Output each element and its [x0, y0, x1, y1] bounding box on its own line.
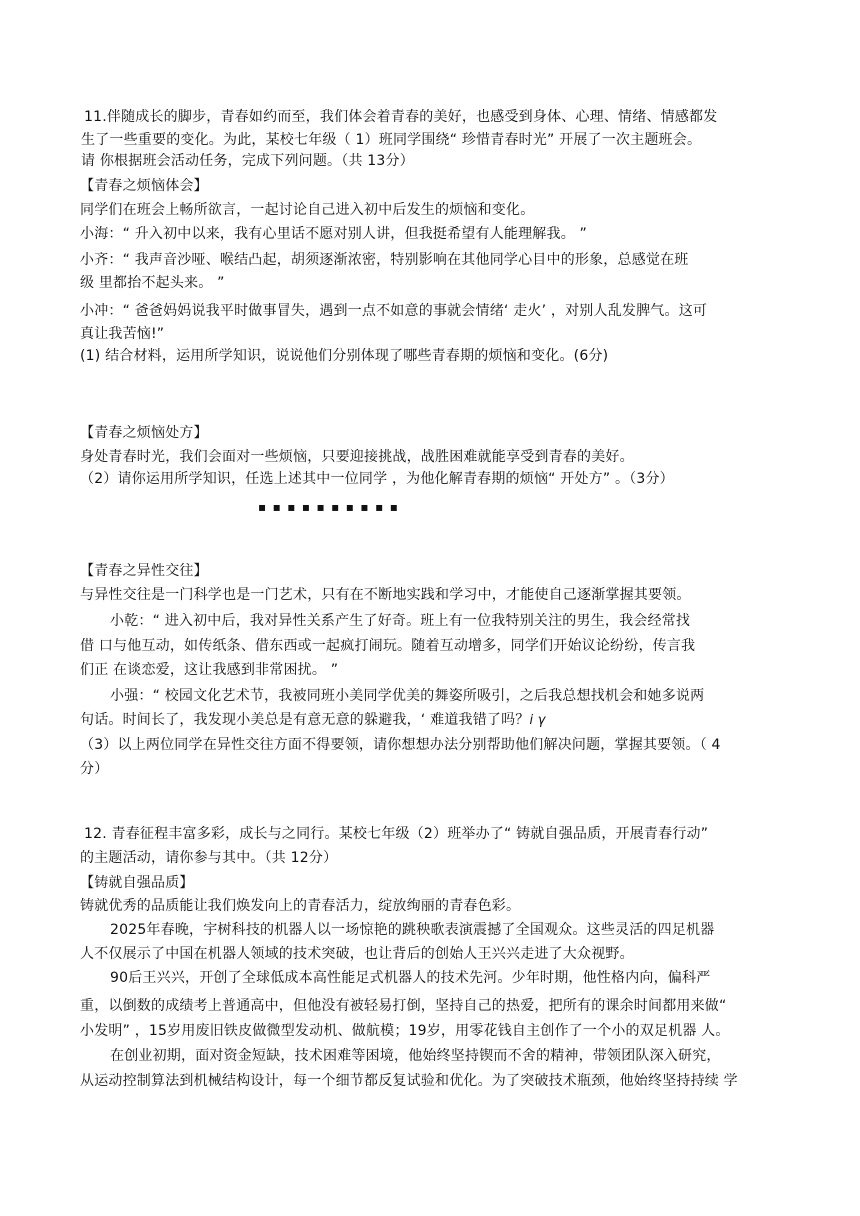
section-title-self-improvement: 【铸就自强品质】: [80, 875, 194, 891]
quote-xiaoqiang-line2: 句话。时间长了，我发现小美总是有意无意的躲避我，‘ 难道我错了吗？i γ: [80, 712, 546, 728]
quote-xiaochong-line1: 小冲：“ 爸爸妈妈说我平时做事冒失，遇到一点不如意的事就会情绪‘ 走火’ ，对别人乱发脾气。这可: [80, 303, 708, 319]
quote-xiaochong-line2: 真让我苦恼!”: [80, 326, 165, 342]
q12-intro-line1: 12. 青春征程丰富多彩，成长与之同行。某校七年级（2）班举办了“ 铸就自强品质，开展青春行动”: [84, 826, 709, 842]
q11-intro-line1: 11.伴随成长的脚步，青春如约而至，我们体会着青春的美好，也感受到身体、心理、情绪、情感都发: [84, 109, 718, 125]
question-11-3-line2: 分）: [80, 761, 109, 777]
paragraph-2-line3: 小发明” ，15岁用废旧铁皮做微型发动机、做航模；19岁，用零花钱自主创作了一个小的双足机器 人。: [80, 1023, 730, 1039]
paragraph-3-line1: 在创业初期，面对资金短缺，技术困难等困境，他始终坚持锲而不舍的精神，带领团队深入研究，: [110, 1048, 721, 1064]
quote-xiaoqi-line1: 小齐：“ 我声音沙哑、喉结凸起，胡须逐渐浓密，特别影响在其他同学心目中的形象，总感觉在班: [80, 252, 689, 268]
quote-xiaoqian-line1: 小乾：“ 进入初中后，我对异性关系产生了好奇。班上有一位我特别关注的男生，我会经常找: [110, 613, 691, 629]
quote-xiaohai: 小海：“ 升入初中以来，我有心里话不愿对别人讲，但我挺希望有人能理解我。 ”: [80, 226, 588, 242]
paragraph-2-line1: 90后王兴兴，开创了全球低成本高性能足式机器人的技术先河。少年时期，他性格内向，偏科严: [110, 970, 711, 986]
paragraph-2-line2: 重，以倒数的成绩考上普通高中，但他没有被轻易打倒，坚持自己的热爱，把所有的课余时间都用来做“: [80, 998, 727, 1014]
section-desc-troubles: 同学们在班会上畅所欲言，一起讨论自己进入初中后发生的烦恼和变化。: [80, 202, 535, 218]
question-11-3-line1: （3）以上两位同学在异性交往方面不得要领，请你想想办法分别帮助他们解决问题，掌握其要领。（ 4: [80, 737, 721, 753]
question-11-2: （2）请你运用所学知识，任选上述其中一位同学 ，为他化解青春期的烦恼“ 开处方” 。（3分）: [80, 471, 674, 487]
section-title-opposite-sex: 【青春之异性交往】: [80, 563, 208, 579]
section-desc-self-improvement: 铸就优秀的品质能让我们焕发向上的青春活力，绽放绚丽的青春色彩。: [80, 898, 521, 914]
section-desc-prescription: 身处青春时光，我们会面对一些烦恼，只要迎接挑战，战胜困难就能享受到青春的美好。: [80, 449, 634, 465]
quote-xiaoqi-line2: 级 里都抬不起头来。 ”: [80, 275, 225, 291]
paragraph-3-line2: 从运动控制算法到机械结构设计，每一个细节都反复试验和优化。为了突破技术瓶颈，他始终坚持持续 学: [80, 1073, 738, 1089]
paragraph-1-line2: 人不仅展示了中国在机器人领域的技术突破，也让背后的创始人王兴兴走进了大众视野。: [80, 946, 634, 962]
quote-xiaoqiang-line1: 小强：“ 校园文化艺术节，我被同班小美同学优美的舞姿所吸引，之后我总想找机会和她多说两: [110, 688, 705, 704]
q12-intro-line2: 的主题活动，请你参与其中。（共 12分）: [80, 850, 338, 866]
section-desc-opposite-sex: 与异性交往是一门科学也是一门艺术，只有在不断地实践和学习中，才能使自己逐渐掌握其要领。: [80, 587, 691, 603]
quote-xiaoqian-line3: 们正 在谈恋爱，这让我感到非常困扰。 ”: [80, 662, 339, 678]
q11-intro-line2: 生了一些重要的变化。为此，某校七年级（ 1）班同学围绕“ 珍惜青春时光” 开展了一次主题班会。: [81, 132, 702, 148]
stray-glyph: i γ: [529, 713, 546, 728]
q11-intro-line3: 请 你根据班会活动任务，完成下列问题。（共 13分）: [81, 153, 414, 169]
paragraph-1-line1: 2025年春晚，宇树科技的机器人以一场惊艳的跳秧歌表演震撼了全国观众。这些灵活的四足机器: [110, 922, 715, 938]
emphasis-dots: ▪▪▪▪▪▪▪▪▪▪: [258, 500, 405, 514]
section-title-prescription: 【青春之烦恼处方】: [80, 425, 208, 441]
question-11-1: (1) 结合材料，运用所学知识，说说他们分别体现了哪些青春期的烦恼和变化。(6分): [80, 348, 609, 364]
quote-xiaoqian-line2: 借 口与他互动，如传纸条、借东西或一起疯打闹玩。随着互动增多，同学们开始议论纷纷，传言我: [80, 638, 696, 654]
section-title-troubles: 【青春之烦恼体会】: [80, 178, 208, 194]
